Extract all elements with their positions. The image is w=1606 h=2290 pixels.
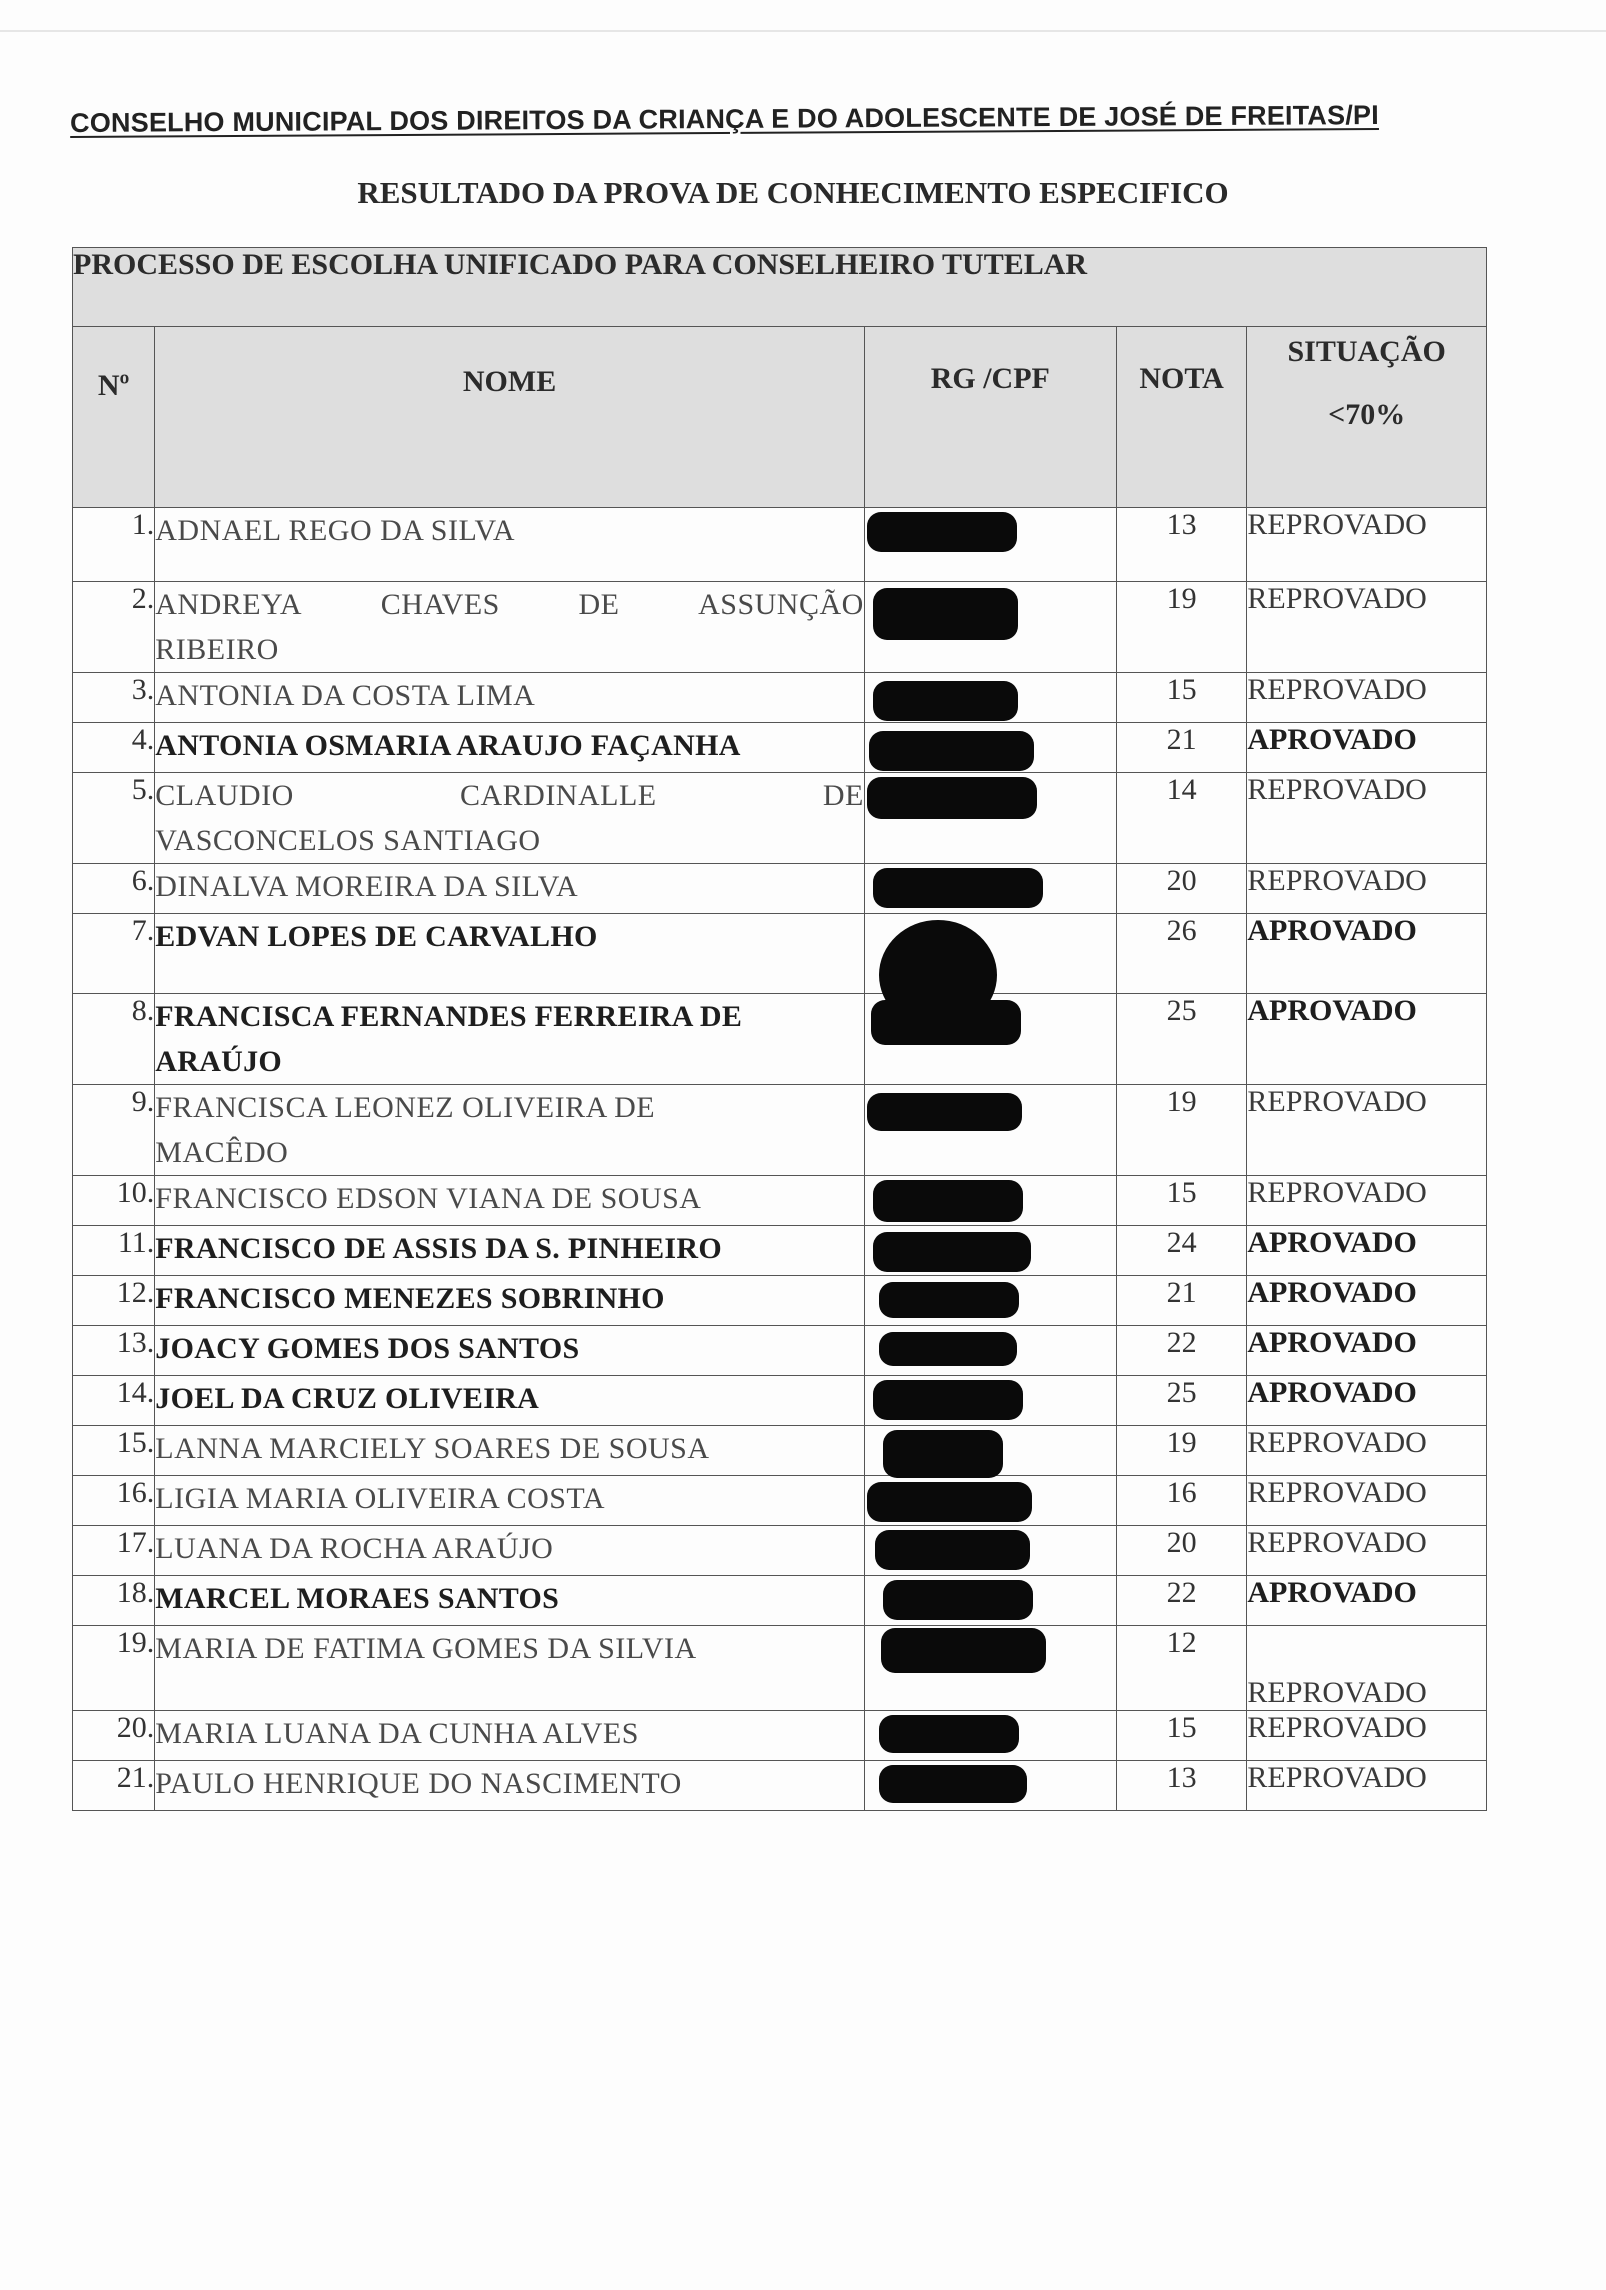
status-failed: REPROVADO [1247,1626,1487,1711]
candidate-name [155,1226,865,1276]
redacted-id-cell [864,1326,1116,1376]
candidate-name [155,582,865,673]
table-row [73,1176,1487,1226]
grade-value: 25 [1116,994,1247,1085]
row-number: 4. [73,723,155,773]
process-title: PROCESSO DE ESCOLHA UNIFICADO PARA CONSELHEIRO TUTELAR [73,248,1487,327]
redacted-id-cell [864,1711,1116,1761]
candidate-name-line: FRANCISCA FERNANDES FERREIRA DE [155,1000,743,1033]
redaction-mark [867,1482,1032,1522]
status-approved: APROVADO [1247,994,1487,1085]
redaction-mark [883,1580,1033,1620]
row-number: 6. [73,864,155,914]
grade-value: 22 [1116,1326,1247,1376]
status-approved: APROVADO [1247,1226,1487,1276]
redaction-mark [879,1332,1017,1366]
candidate-name [155,864,865,914]
candidate-name-line: MARIA DE FATIMA GOMES DA SILVIA [155,1632,697,1665]
grade-value: 13 [1116,1761,1247,1811]
table-row [73,1326,1487,1376]
row-number: 21. [73,1761,155,1811]
grade-value: 12 [1116,1626,1247,1711]
row-number: 19. [73,1626,155,1711]
candidate-name [155,773,865,864]
redacted-id-cell [864,1226,1116,1276]
candidate-name-line-2: MACÊDO [155,1136,289,1169]
candidate-name [155,1176,865,1226]
grade-value: 19 [1116,1426,1247,1476]
status-failed: REPROVADO [1247,1426,1487,1476]
status-approved: APROVADO [1247,1376,1487,1426]
redaction-mark [873,1180,1023,1222]
table-row [73,1226,1487,1276]
redacted-id-cell [864,773,1116,864]
table-row [73,723,1487,773]
candidate-name-line: JOEL DA CRUZ OLIVEIRA [155,1382,540,1415]
redacted-id-cell [864,1085,1116,1176]
redaction-mark [879,1715,1019,1753]
candidate-name-word: DE [822,779,864,812]
grade-value: 15 [1116,673,1247,723]
table-row [73,1476,1487,1526]
candidate-name-line: FRANCISCO MENEZES SOBRINHO [155,1282,665,1315]
grade-value: 20 [1116,1526,1247,1576]
table-row [73,994,1487,1085]
table-row [73,1526,1487,1576]
column-header-status-note: <70% [1328,398,1406,431]
status-approved: APROVADO [1247,1326,1487,1376]
candidate-name-line-2: RIBEIRO [155,633,279,666]
candidate-name-line: ANTONIA OSMARIA ARAUJO FAÇANHA [155,729,741,762]
candidate-name-line: FRANCISCA LEONEZ OLIVEIRA DE [155,1091,656,1124]
candidate-name-word: CLAUDIO [155,779,294,812]
grade-value: 20 [1116,864,1247,914]
candidate-name-line: FRANCISCO DE ASSIS DA S. PINHEIRO [155,1232,722,1265]
redacted-id-cell [864,864,1116,914]
redacted-id-cell [864,1276,1116,1326]
table-row [73,508,1487,582]
redacted-id-cell [864,994,1116,1085]
grade-value: 16 [1116,1476,1247,1526]
status-approved: APROVADO [1247,723,1487,773]
status-failed: REPROVADO [1247,1711,1487,1761]
redaction-mark [873,1232,1031,1272]
grade-value: 13 [1116,508,1247,582]
redacted-id-cell [864,1576,1116,1626]
table-row [73,773,1487,864]
redacted-id-cell [864,582,1116,673]
table-row [73,1711,1487,1761]
grade-value: 19 [1116,1085,1247,1176]
candidate-name [155,1426,865,1476]
grade-value: 21 [1116,1276,1247,1326]
redaction-mark [867,512,1017,552]
redacted-id-cell [864,914,1116,994]
status-failed: REPROVADO [1247,1761,1487,1811]
row-number: 15. [73,1426,155,1476]
redaction-mark [871,1000,1021,1045]
candidate-name-word: CARDINALLE [459,779,657,812]
status-approved: APROVADO [1247,1276,1487,1326]
column-header-status [1247,327,1487,508]
candidate-name-word: CHAVES [380,588,500,621]
document-subtitle [0,175,1606,211]
table-row [73,1626,1487,1711]
candidate-name-word: ASSUNÇÃO [698,588,864,621]
status-approved: APROVADO [1247,914,1487,994]
grade-value: 15 [1116,1176,1247,1226]
column-header-status-label: SITUAÇÃO [1287,335,1446,368]
table-row [73,1085,1487,1176]
redacted-id-cell [864,1176,1116,1226]
status-failed: REPROVADO [1247,1526,1487,1576]
grade-value: 25 [1116,1376,1247,1426]
candidate-name-line: EDVAN LOPES DE CARVALHO [155,920,598,953]
candidate-name-line: MARCEL MORAES SANTOS [155,1582,560,1615]
row-number: 10. [73,1176,155,1226]
results-body [73,508,1487,1811]
table-row [73,1426,1487,1476]
redaction-mark [873,588,1018,640]
row-number: 12. [73,1276,155,1326]
status-failed: REPROVADO [1247,1085,1487,1176]
redacted-id-cell [864,723,1116,773]
organization-title: CONSELHO MUNICIPAL DOS DIREITOS DA CRIANÇA E DO ADOLESCENTE DE JOSÉ DE FREITAS/PI [70,100,1379,138]
column-header-grade: NOTA [1116,327,1247,508]
redaction-mark [879,1282,1019,1318]
grade-value: 21 [1116,723,1247,773]
status-failed: REPROVADO [1247,1176,1487,1226]
column-header-number: Nº [73,327,155,508]
candidate-name [155,1761,865,1811]
redacted-id-cell [864,1761,1116,1811]
candidate-name [155,1276,865,1326]
candidate-name-line: LUANA DA ROCHA ARAÚJO [155,1532,554,1565]
candidate-name-line-2: ARAÚJO [155,1045,283,1078]
redaction-mark [881,1628,1046,1673]
process-title-row [73,248,1487,327]
column-header-name: NOME [155,327,865,508]
candidate-name-line: DINALVA MOREIRA DA SILVA [155,870,579,903]
row-number: 7. [73,914,155,994]
column-header-row [73,327,1487,508]
table-row [73,673,1487,723]
redacted-id-cell [864,1526,1116,1576]
row-number: 16. [73,1476,155,1526]
column-header-id: RG /CPF [864,327,1116,508]
grade-value: 26 [1116,914,1247,994]
redacted-id-cell [864,1626,1116,1711]
row-number: 5. [73,773,155,864]
redacted-id-cell [864,1426,1116,1476]
grade-value: 24 [1116,1226,1247,1276]
row-number: 18. [73,1576,155,1626]
candidate-name [155,1376,865,1426]
redaction-mark [873,1380,1023,1420]
table-row [73,914,1487,994]
candidate-name [155,1576,865,1626]
candidate-name-line: ANTONIA DA COSTA LIMA [155,679,536,712]
row-number: 11. [73,1226,155,1276]
candidate-name-line-2: VASCONCELOS SANTIAGO [155,824,541,857]
candidate-name-line: MARIA LUANA DA CUNHA ALVES [155,1717,639,1750]
document-subtitle-text: RESULTADO DA PROVA DE CONHECIMENTO ESPECIFICO [357,175,1229,210]
candidate-name-line: ADNAEL REGO DA SILVA [155,514,516,547]
redaction-mark [875,1530,1030,1570]
status-failed: REPROVADO [1247,508,1487,582]
candidate-name [155,1526,865,1576]
redaction-mark [869,731,1034,771]
candidate-name-word: ANDREYA [155,588,303,621]
candidate-name [155,723,865,773]
redacted-id-cell [864,673,1116,723]
candidate-name-line: PAULO HENRIQUE DO NASCIMENTO [155,1767,682,1800]
status-failed: REPROVADO [1247,582,1487,673]
table-row [73,1576,1487,1626]
redaction-mark [873,681,1018,721]
candidate-name-line: LANNA MARCIELY SOARES DE SOUSA [155,1432,710,1465]
redaction-mark [879,1765,1027,1803]
candidate-name-line [155,582,864,627]
redacted-id-cell [864,1376,1116,1426]
results-table [72,247,1487,1811]
grade-value: 15 [1116,1711,1247,1761]
table-row [73,864,1487,914]
table-row [73,582,1487,673]
page-edge-line [0,30,1606,32]
status-failed: REPROVADO [1247,773,1487,864]
row-number: 8. [73,994,155,1085]
status-approved: APROVADO [1247,1576,1487,1626]
row-number: 1. [73,508,155,582]
candidate-name [155,673,865,723]
table-row [73,1761,1487,1811]
candidate-name-line: FRANCISCO EDSON VIANA DE SOUSA [155,1182,702,1215]
row-number: 13. [73,1326,155,1376]
redaction-mark [867,777,1037,819]
grade-value: 22 [1116,1576,1247,1626]
status-failed: REPROVADO [1247,1476,1487,1526]
status-failed: REPROVADO [1247,673,1487,723]
table-row [73,1276,1487,1326]
candidate-name [155,914,865,994]
status-failed: REPROVADO [1247,864,1487,914]
candidate-name [155,1476,865,1526]
candidate-name [155,1085,865,1176]
row-number: 20. [73,1711,155,1761]
redaction-mark [867,1093,1022,1131]
candidate-name [155,1326,865,1376]
grade-value: 14 [1116,773,1247,864]
redaction-mark [873,868,1043,908]
redacted-id-cell [864,1476,1116,1526]
candidate-name [155,508,865,582]
row-number: 17. [73,1526,155,1576]
candidate-name-line: LIGIA MARIA OLIVEIRA COSTA [155,1482,606,1515]
candidate-name [155,1626,865,1711]
row-number: 14. [73,1376,155,1426]
candidate-name [155,1711,865,1761]
candidate-name [155,994,865,1085]
table-row [73,1376,1487,1426]
candidate-name-line: JOACY GOMES DOS SANTOS [155,1332,580,1365]
row-number: 2. [73,582,155,673]
candidate-name-line [155,773,864,818]
redaction-mark [883,1430,1003,1478]
row-number: 9. [73,1085,155,1176]
grade-value: 19 [1116,582,1247,673]
row-number: 3. [73,673,155,723]
redacted-id-cell [864,508,1116,582]
candidate-name-word: DE [578,588,620,621]
